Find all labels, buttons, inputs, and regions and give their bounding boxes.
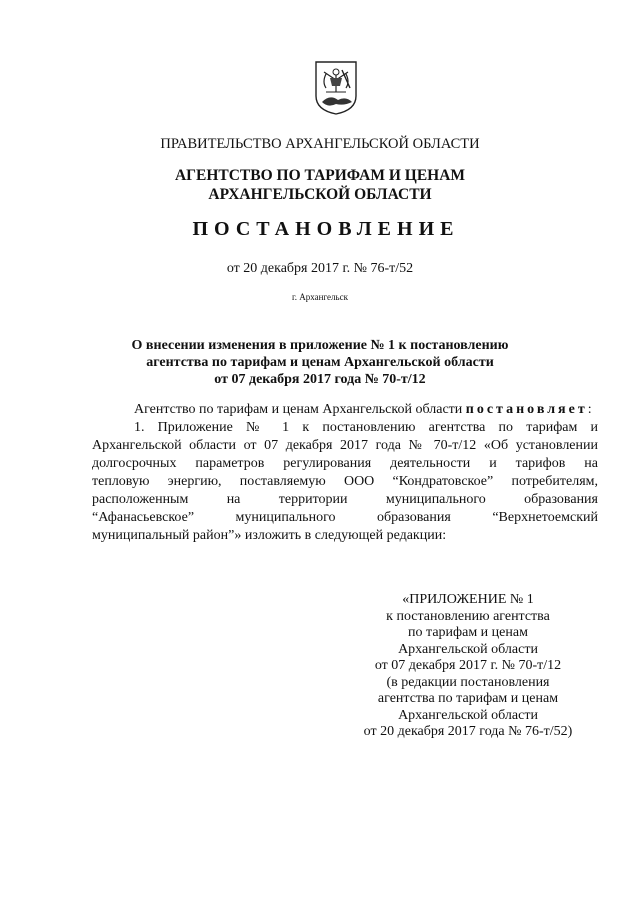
appendix-line: (в редакции постановления xyxy=(386,674,550,690)
appendix-line: Архангельской области xyxy=(398,707,538,723)
appendix-line: «ПРИЛОЖЕНИЕ № 1 xyxy=(402,592,534,607)
appendix-line: к постановлению агентства xyxy=(386,608,550,624)
resolution-verb: постановляет xyxy=(465,402,588,417)
paragraph-line: тепловую энергию, поставляемую ООО “Кондратовское” потребителям, xyxy=(92,474,598,489)
subject-heading xyxy=(0,337,640,388)
intro-prefix: Агентство по тарифам и ценам Архангельской области xyxy=(134,402,466,417)
appendix-line: от 20 декабря 2017 года № 76-т/52) xyxy=(363,724,573,739)
government-title: ПРАВИТЕЛЬСТВО АРХАНГЕЛЬСКОЙ ОБЛАСТИ xyxy=(160,136,480,152)
coat-of-arms-icon xyxy=(312,58,360,116)
subject-line-1: О внесении изменения в приложение № 1 к постановлению xyxy=(131,338,509,353)
appendix-header xyxy=(318,592,618,741)
agency-name-line-2: АРХАНГЕЛЬСКОЙ ОБЛАСТИ xyxy=(208,186,432,203)
appendix-line: агентства по тарифам и ценам xyxy=(377,691,559,706)
paragraph-line: 1. Приложение № 1 к постановлению агентства по тарифам и xyxy=(134,420,598,435)
agency-name-line-1: АГЕНТСТВО ПО ТАРИФАМ И ЦЕНАМ xyxy=(174,167,466,184)
paragraph-line: Архангельской области от 07 декабря 2017 года № 70-т/12 «Об установлении xyxy=(92,438,598,453)
paragraph-line: долгосрочных параметров регулирования деятельности и тарифов на xyxy=(92,456,598,471)
appendix-line: по тарифам и ценам xyxy=(408,625,528,640)
paragraph-line: расположенным на территории муниципального образования xyxy=(92,492,598,507)
date-and-number: от 20 декабря 2017 г. № 76-т/52 xyxy=(226,261,414,276)
intro-line xyxy=(134,402,592,418)
appendix-line: от 07 декабря 2017 г. № 70-т/12 xyxy=(374,658,562,673)
appendix-line: Архангельской области xyxy=(398,641,538,657)
paragraph-line: “Афанасьевское” муниципального образования “Верхнетоемский xyxy=(92,510,598,525)
paragraph-line: муниципальный район”» изложить в следующей редакции: xyxy=(92,528,447,543)
city: г. Архангельск xyxy=(292,292,348,302)
document-type-title: ПОСТАНОВЛЕНИЕ xyxy=(192,218,460,240)
subject-line-3: от 07 декабря 2017 года № 70-т/12 xyxy=(214,372,426,387)
agency-name xyxy=(0,166,640,204)
subject-line-2: агентства по тарифам и ценам Архангельской области xyxy=(146,355,494,370)
intro-colon: : xyxy=(587,402,592,417)
